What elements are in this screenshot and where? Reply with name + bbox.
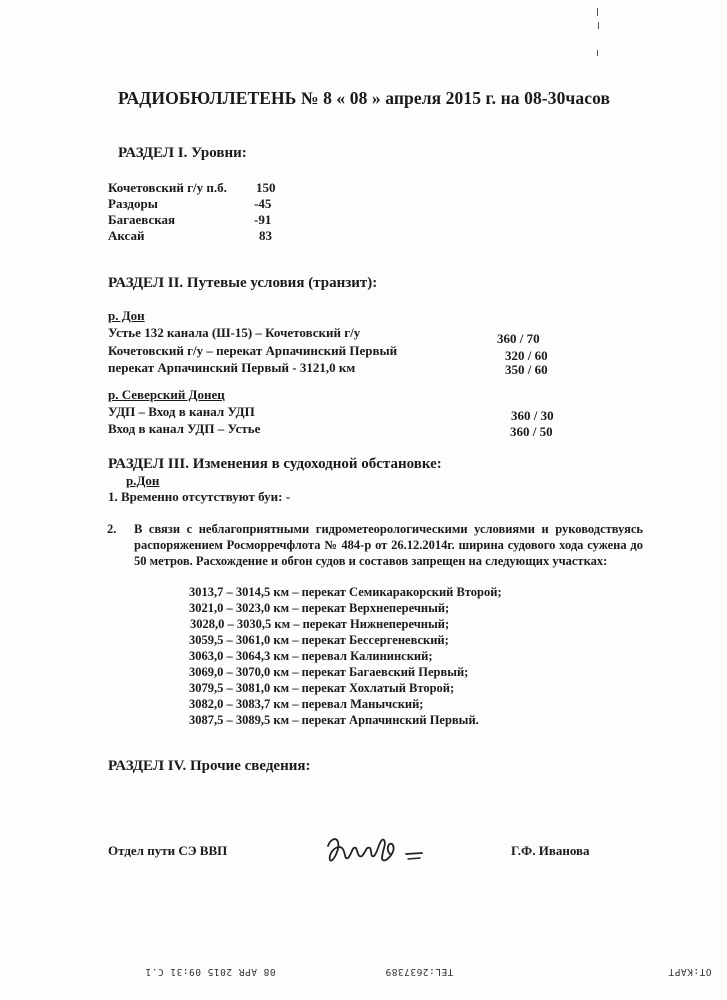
route-value: 360 / 70 xyxy=(497,331,540,346)
scan-mark xyxy=(597,50,598,56)
route-name: Кочетовский г/у – перекат Арпачинский Первый xyxy=(108,343,398,358)
restricted-segment: 3069,0 – 3070,0 км – перекат Багаевский Первый; xyxy=(189,665,469,679)
restricted-segment: 3059,5 – 3061,0 км – перекат Бессергеневский; xyxy=(189,633,449,647)
route-value: 350 / 60 xyxy=(505,362,548,377)
scan-mark xyxy=(598,22,599,29)
restricted-segment: 3021,0 – 3023,0 км – перекат Верхнеперечный; xyxy=(189,601,450,615)
level-value: -45 xyxy=(254,196,272,211)
restricted-segment: 3087,5 – 3089,5 км – перекат Арпачинский Первый. xyxy=(189,713,479,727)
route-value: 360 / 30 xyxy=(511,408,554,423)
signer-name: Г.Ф. Иванова xyxy=(511,843,590,858)
route-name: Устье 132 канала (Ш-15) – Кочетовский г/у xyxy=(108,325,361,340)
fax-stamp-phone: TEL:2637389 xyxy=(385,966,454,977)
list-item-number: 2. xyxy=(107,522,117,536)
restricted-segment: 3013,7 – 3014,5 км – перекат Семикаракорский Второй; xyxy=(189,585,502,599)
restricted-segment: 3079,5 – 3081,0 км – перекат Хохлатый Второй; xyxy=(189,681,455,695)
scan-mark xyxy=(597,8,598,16)
river-name: р. Северский Донец xyxy=(108,387,225,402)
river-name: р.Дон xyxy=(126,473,160,488)
level-value: 83 xyxy=(259,228,272,243)
list-item xyxy=(107,522,643,569)
level-name: Багаевская xyxy=(108,212,176,227)
level-value: 150 xyxy=(256,180,276,195)
section-1-heading: РАЗДЕЛ I. Уровни: xyxy=(118,145,247,161)
section-3-heading: РАЗДЕЛ III. Изменения в судоходной обстановке: xyxy=(108,456,442,472)
department-label: Отдел пути СЭ ВВП xyxy=(108,843,228,858)
level-value: -91 xyxy=(254,212,272,227)
list-item-text: В связи с неблагоприятными гидрометеорологическими условиями и руководствуясь распоряжением Росморречфлота № 484-р от 26.12.2014г. ширина судового хода сужена до 50 метров. Расхождение и обгон судов и составов запрещен на следующих участках: xyxy=(134,522,643,568)
signature-image xyxy=(322,826,432,871)
level-name: Аксай xyxy=(108,228,145,243)
section-4-heading: РАЗДЕЛ IV. Прочие сведения: xyxy=(108,758,311,774)
route-name: Вход в канал УДП – Устье xyxy=(108,421,261,436)
fax-stamp-date: 08 APR 2015 09:31 C.1 xyxy=(145,966,276,977)
list-item: 1. Временно отсутствуют буи: - xyxy=(108,489,291,504)
bulletin-title: РАДИОБЮЛЛЕТЕНЬ № 8 « 08 » апреля 2015 г. на 08-30часов xyxy=(118,88,611,108)
restricted-segment: 3028,0 – 3030,5 км – перекат Нижнеперечный; xyxy=(190,617,450,631)
restricted-segment: 3063,0 – 3064,3 км – перевал Калининский; xyxy=(189,649,433,663)
route-name: УДП – Вход в канал УДП xyxy=(108,404,255,419)
route-value: 320 / 60 xyxy=(505,348,548,363)
fax-stamp-origin: OT:KAPT xyxy=(668,966,712,977)
restricted-segment: 3082,0 – 3083,7 км – перевал Манычский; xyxy=(189,697,424,711)
section-2-heading: РАЗДЕЛ II. Путевые условия (транзит): xyxy=(108,275,378,291)
level-name: Кочетовский г/у п.б. xyxy=(108,180,227,195)
level-name: Раздоры xyxy=(108,196,158,211)
route-name: перекат Арпачинский Первый - 3121,0 км xyxy=(108,360,356,375)
route-value: 360 / 50 xyxy=(510,424,553,439)
river-name: р. Дон xyxy=(108,308,145,323)
